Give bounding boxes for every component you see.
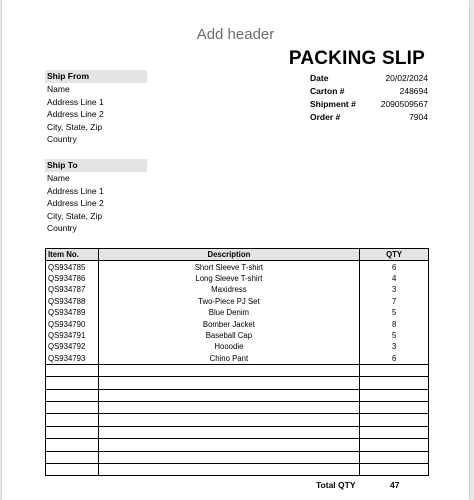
cell-item-no[interactable]: [46, 389, 99, 401]
document-page: [2, 0, 469, 500]
table-row[interactable]: [46, 330, 429, 341]
table-row[interactable]: [46, 402, 429, 414]
cell-item-no[interactable]: QS934789: [46, 307, 99, 318]
table-row[interactable]: [46, 307, 429, 318]
cell-qty[interactable]: 3: [360, 284, 429, 295]
table-row[interactable]: [46, 296, 429, 307]
cell-description[interactable]: [98, 364, 360, 376]
cell-qty[interactable]: [360, 377, 429, 389]
meta-value: 7904: [409, 112, 428, 122]
cell-description[interactable]: Blue Denim: [98, 307, 360, 318]
cell-description[interactable]: [98, 389, 360, 401]
cell-item-no[interactable]: [46, 414, 99, 426]
table-row[interactable]: [46, 464, 429, 476]
table-row[interactable]: [46, 439, 429, 451]
column-header-qty: QTY: [360, 249, 429, 261]
cell-qty[interactable]: 3: [360, 341, 429, 352]
cell-item-no[interactable]: QS934787: [46, 284, 99, 295]
cell-item-no[interactable]: [46, 451, 99, 463]
cell-qty[interactable]: 6: [360, 353, 429, 365]
cell-item-no[interactable]: QS934785: [46, 261, 99, 273]
cell-item-no[interactable]: QS934788: [46, 296, 99, 307]
cell-qty[interactable]: 7: [360, 296, 429, 307]
cell-item-no[interactable]: QS934791: [46, 330, 99, 341]
table-row[interactable]: [46, 389, 429, 401]
cell-item-no[interactable]: [46, 426, 99, 438]
cell-qty[interactable]: 4: [360, 273, 429, 284]
cell-description[interactable]: [98, 464, 360, 476]
cell-description[interactable]: Maxidress: [98, 284, 360, 295]
meta-label: Date: [310, 73, 329, 83]
cell-item-no[interactable]: [46, 377, 99, 389]
meta-row-order: [310, 111, 428, 124]
ship-from-line: Address Line 2: [47, 109, 104, 120]
cell-qty[interactable]: [360, 439, 429, 451]
cell-qty[interactable]: 5: [360, 307, 429, 318]
meta-value: 248694: [399, 86, 428, 96]
meta-row-carton: [310, 85, 428, 98]
meta-value: 20/02/2024: [385, 73, 428, 83]
ship-to-heading: Ship To: [45, 159, 147, 172]
table-row[interactable]: [46, 284, 429, 295]
slip-meta: [310, 72, 428, 124]
ship-from-line: Country: [47, 134, 77, 145]
ship-to-line: Address Line 2: [47, 198, 104, 209]
meta-label: Shipment #: [310, 99, 356, 109]
ship-from-line: Address Line 1: [47, 96, 104, 107]
cell-description[interactable]: Short Sleeve T-shirt: [98, 261, 360, 273]
items-table-body: [46, 261, 429, 476]
meta-row-shipment: [310, 98, 428, 111]
table-row[interactable]: [46, 451, 429, 463]
cell-item-no[interactable]: QS934790: [46, 318, 99, 329]
cell-qty[interactable]: 8: [360, 318, 429, 329]
total-qty-value: 47: [390, 480, 400, 490]
cell-item-no[interactable]: [46, 402, 99, 414]
table-row[interactable]: [46, 426, 429, 438]
cell-qty[interactable]: [360, 402, 429, 414]
cell-description[interactable]: Two-Piece PJ Set: [98, 296, 360, 307]
meta-row-date: [310, 72, 428, 85]
meta-label: Carton #: [310, 86, 345, 96]
cell-qty[interactable]: 6: [360, 261, 429, 273]
ship-to-line: Country: [47, 223, 77, 234]
cell-description[interactable]: Hooodie: [98, 341, 360, 352]
table-header-row: [46, 249, 429, 261]
cell-item-no[interactable]: [46, 464, 99, 476]
cell-qty[interactable]: [360, 364, 429, 376]
cell-description[interactable]: Long Sleeve T-shirt: [98, 273, 360, 284]
ship-to-line: City, State, Zip: [47, 210, 103, 221]
ship-to-line: Name: [47, 173, 70, 183]
cell-description[interactable]: [98, 402, 360, 414]
cell-description[interactable]: Bomber Jacket: [98, 318, 360, 329]
cell-qty[interactable]: [360, 414, 429, 426]
table-row[interactable]: [46, 341, 429, 352]
cell-qty[interactable]: [360, 389, 429, 401]
cell-description[interactable]: [98, 426, 360, 438]
cell-description[interactable]: Baseball Cap: [98, 330, 360, 341]
cell-item-no[interactable]: QS934792: [46, 341, 99, 352]
meta-label: Order #: [310, 112, 341, 122]
ship-to-line: Address Line 1: [47, 185, 104, 196]
table-row[interactable]: [46, 261, 429, 273]
cell-item-no[interactable]: QS934793: [46, 353, 99, 365]
cell-qty[interactable]: [360, 426, 429, 438]
cell-item-no[interactable]: QS934786: [46, 273, 99, 284]
ship-from-block: [45, 70, 147, 146]
items-table: [45, 248, 429, 476]
cell-description[interactable]: [98, 377, 360, 389]
table-row[interactable]: [46, 414, 429, 426]
cell-description[interactable]: Chino Pant: [98, 353, 360, 365]
ship-from-line: Name: [47, 84, 70, 94]
column-header-item: Item No.: [46, 249, 99, 261]
page-title: PACKING SLIP: [288, 48, 425, 69]
cell-description[interactable]: [98, 451, 360, 463]
ship-from-heading: Ship From: [45, 70, 147, 83]
cell-qty[interactable]: [360, 451, 429, 463]
table-row[interactable]: [46, 318, 429, 329]
column-header-description: Description: [98, 249, 360, 261]
total-qty-label: Total QTY: [316, 480, 356, 490]
table-row[interactable]: [46, 364, 429, 376]
cell-qty[interactable]: 5: [360, 330, 429, 341]
ship-to-block: [45, 159, 147, 235]
meta-value: 2090509567: [380, 99, 428, 109]
cell-description[interactable]: [98, 414, 360, 426]
cell-description[interactable]: [98, 439, 360, 451]
header-placeholder[interactable]: Add header: [196, 26, 275, 43]
table-row[interactable]: [46, 273, 429, 284]
table-row[interactable]: [46, 353, 429, 365]
cell-qty[interactable]: [360, 464, 429, 476]
cell-item-no[interactable]: [46, 439, 99, 451]
cell-item-no[interactable]: [46, 364, 99, 376]
ship-from-line: City, State, Zip: [47, 121, 103, 132]
table-row[interactable]: [46, 377, 429, 389]
